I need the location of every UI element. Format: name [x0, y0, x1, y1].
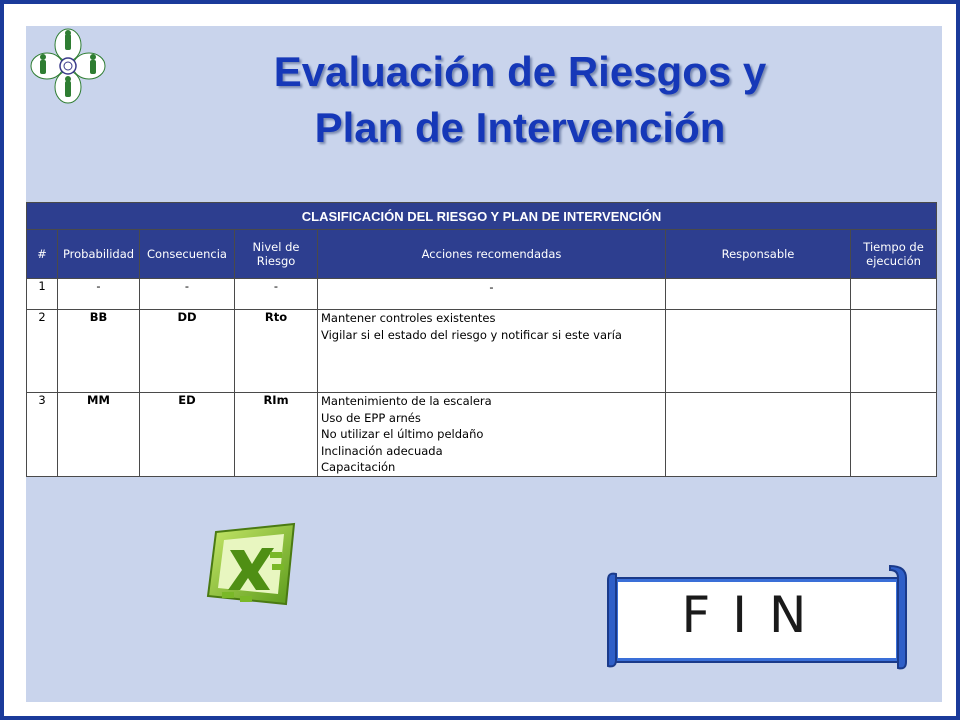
accion-item: Inclinación adecuada: [321, 443, 443, 458]
header-acciones: Acciones recomendadas: [318, 230, 666, 279]
title-line-2: Plan de Intervención: [314, 104, 726, 151]
title-line-1: Evaluación de Riesgos y: [273, 48, 767, 95]
row-tiempo: [851, 279, 937, 310]
header-tiempo: [851, 230, 937, 279]
table-row: [27, 279, 937, 310]
row-consecuencia: -: [140, 279, 235, 310]
row-num: 2: [27, 310, 58, 393]
row-acciones: [318, 393, 666, 477]
header-consecuencia: Consecuencia: [140, 230, 235, 279]
row-tiempo: [851, 310, 937, 393]
row-responsable: [666, 393, 851, 477]
row-acciones: [318, 279, 666, 310]
table-row: [27, 393, 937, 477]
row-num: 1: [27, 279, 58, 310]
header-tiempo-line-2: ejecución: [866, 254, 921, 268]
risk-table: [26, 202, 937, 477]
accion-item: Mantener controles existentes: [321, 311, 496, 325]
row-probabilidad: -: [58, 279, 140, 310]
table-row: [27, 310, 937, 393]
row-tiempo: [851, 393, 937, 477]
header-tiempo-line-1: Tiempo de: [863, 240, 924, 254]
header-nivel: [235, 230, 318, 279]
fin-label: FIN: [681, 586, 829, 644]
row-nivel: -: [235, 279, 318, 310]
accion-item: Uso de EPP arnés: [321, 410, 421, 425]
clover-logo-icon: [30, 28, 106, 104]
row-nivel: Rto: [235, 310, 318, 393]
accion-item: Capacitación: [321, 460, 396, 474]
row-consecuencia: ED: [140, 393, 235, 477]
row-nivel: RIm: [235, 393, 318, 477]
row-probabilidad: MM: [58, 393, 140, 477]
accion-item: Vigilar si el estado del riesgo y notificar si este varía: [321, 327, 622, 342]
excel-icon[interactable]: [200, 520, 304, 610]
header-probabilidad: Probabilidad: [58, 230, 140, 279]
table-header-row: [27, 230, 937, 279]
accion-item: Mantenimiento de la escalera: [321, 394, 492, 408]
row-responsable: [666, 310, 851, 393]
row-consecuencia: DD: [140, 310, 235, 393]
header-responsable: Responsable: [666, 230, 851, 279]
row-responsable: [666, 279, 851, 310]
row-acciones: [318, 310, 666, 393]
row-num: 3: [27, 393, 58, 477]
table-caption: CLASIFICACIÓN DEL RIESGO Y PLAN DE INTERVENCIÓN: [27, 203, 937, 230]
header-nivel-line-1: Nivel de: [252, 240, 300, 254]
page-title: [140, 44, 900, 156]
accion-item: No utilizar el último peldaño: [321, 427, 484, 441]
row-probabilidad: BB: [58, 310, 140, 393]
header-num: #: [27, 230, 58, 279]
accion-item: -: [489, 280, 494, 294]
header-nivel-line-2: Riesgo: [256, 254, 296, 268]
